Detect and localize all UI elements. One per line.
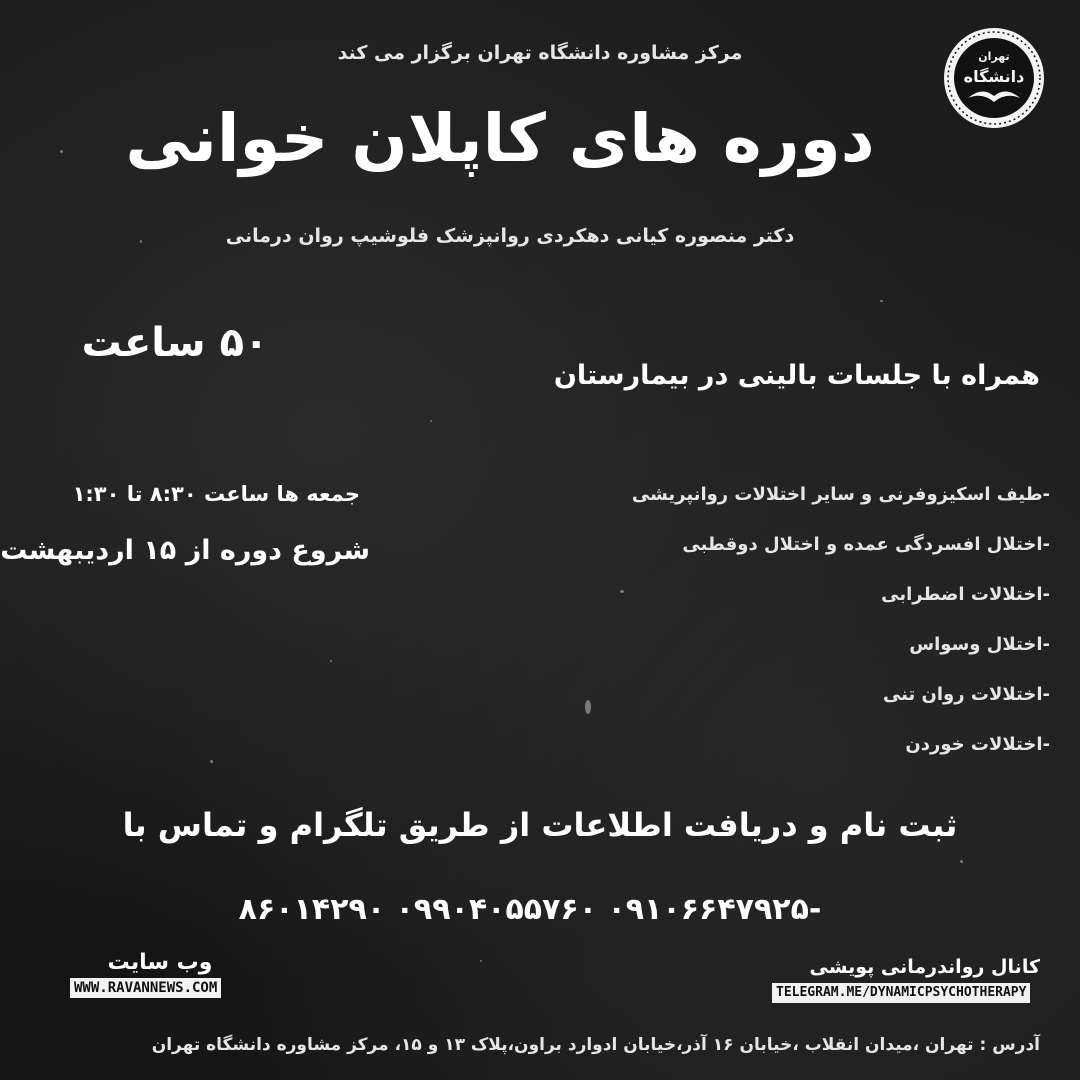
website-link[interactable]: WWW.RAVANNEWS.COM [70, 978, 221, 998]
organizer-line: مرکز مشاوره دانشگاه تهران برگزار می کند [337, 42, 743, 64]
chalk-speck [210, 760, 213, 763]
topic-item: -اختلالات روان تنی [882, 684, 1050, 705]
topic-item: -اختلال وسواس [909, 634, 1050, 655]
chalk-speck [430, 420, 432, 422]
topics-list [520, 480, 1050, 780]
address-line: آدرس : تهران ،میدان انقلاب ،خیابان ۱۶ آذر،خیابان ادوارد براون،پلاک ۱۳ و ۱۵، مرکز مشاوره دانشگاه تهران [151, 1035, 1040, 1055]
start-date-line: شروع دوره از ۱۵ اردیبهشت [0, 535, 370, 566]
course-hours: ۵۰ ساعت [81, 320, 269, 366]
channel-label: کانال رواندرمانی پویشی [809, 956, 1040, 978]
seal-top-text: تهران [978, 50, 1010, 63]
topic-item: -طیف اسکیزوفرنی و سایر اختلالات روانپریشی [631, 484, 1050, 505]
topic-item: -اختلالات اضطرابی [881, 584, 1050, 605]
website-label: وب سایت [107, 950, 213, 975]
topic-item: -اختلالات خوردن [905, 734, 1050, 755]
seal-main-text: دانشگاه [963, 67, 1025, 86]
chalk-speck [880, 300, 883, 302]
chalk-speck [330, 660, 332, 662]
instructor-line: دکتر منصوره کیانی دهکردی روانپزشک فلوشیپ روان درمانی [225, 225, 795, 247]
telegram-channel-link[interactable]: TELEGRAM.ME/DYNAMICPSYCHOTHERAPY [772, 983, 1030, 1003]
chalk-speck [480, 960, 482, 962]
chalk-speck [140, 240, 142, 243]
clinical-sessions-note: همراه با جلسات بالینی در بیمارستان [553, 360, 1040, 391]
schedule-line: جمعه ها ساعت ۸:۳۰ تا ۱:۳۰ [72, 482, 360, 506]
course-title: دوره های کاپلان خوانی [125, 100, 875, 177]
registration-line: ثبت نام و دریافت اطلاعات از طریق تلگرام و تماس با [122, 806, 958, 844]
chalk-speck [60, 150, 63, 153]
chalk-speck [960, 860, 963, 863]
phone-numbers: ۸۶۰۱۴۲۹۰ ۰۹۹۰۴۰۵۵۷۶۰ ۰۹۱۰۶۶۴۷۹۲۵- [238, 892, 822, 927]
topic-item: -اختلال افسردگی عمده و اختلال دوقطبی [682, 534, 1050, 555]
university-seal-icon [942, 26, 1046, 130]
